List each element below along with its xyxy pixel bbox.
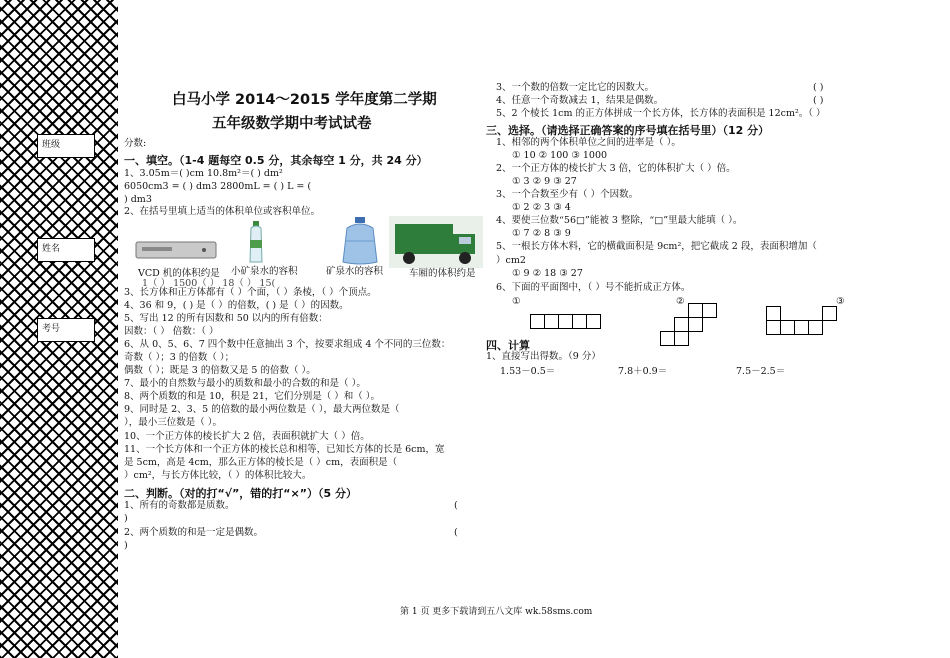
caption-small-bottle: 小矿泉水的容积 [231,266,298,277]
page-footer: 第 1 页 更多下载请到五八文库 wk.58sms.com [400,607,593,617]
name-box[interactable] [37,238,95,262]
q8-text: 8、两个质数的和是 10，积是 21，它们分别是（ ）和（ ）。 [124,391,381,402]
exam-number-label: 考号 [42,324,61,334]
exam-title: 五年级数学期中考试试卷 [212,116,372,132]
judge-5: 5、2 个棱长 1cm 的正方体拼成一个长方体，长方体的表面积是 12cm²。（ ） [496,108,826,119]
section2-heading: 二、判断。（对的打“√”，错的打“×”）（5 分） [124,487,357,500]
choice-4-options[interactable]: ① 7 ② 8 ③ 9 [512,228,571,239]
choice-5: 5、一根长方体木料，它的横截面积是 9cm²，把它截成 2 段，表面积增加（ [496,241,817,252]
judge-2: 2、两个质数的和是一定是偶数。 [124,527,264,538]
binding-margin-pattern [0,0,118,658]
net-3-marker[interactable]: ③ [836,296,845,307]
calc-1[interactable]: 1.53－0.5＝ [500,366,556,377]
net-1-marker[interactable]: ① [512,296,521,307]
caption-jug: 矿泉水的容积 [326,266,384,277]
choice-1: 1、相邻的两个体积单位之间的进率是（ ）。 [496,137,681,148]
q6-line2: 奇数（ ）；3 的倍数（ ）； [124,352,235,363]
judge-2-close: ) [124,540,128,551]
net-2-marker[interactable]: ② [676,296,685,307]
choice-5-line2: ）cm2 [496,255,526,266]
calc-2[interactable]: 7.8＋0.9＝ [618,366,668,377]
q10-text: 10、一个正方体的棱长扩大 2 倍，表面积就扩大（ ）倍。 [124,431,370,442]
vcd-player-image [134,236,218,264]
judge-3-paren[interactable]: ( ) [813,82,824,93]
q1-line3: ) dm3 [124,194,152,205]
q11-line3: ）cm²，与长方体比较，（ ）的体积比较大。 [124,470,312,481]
cube-net-2 [660,303,732,347]
choice-3: 3、一个合数至少有（ ）个因数。 [496,189,639,200]
q1-line1: 1、3.05m＝( )cm 10.8m²＝( ) dm² [124,168,283,179]
exam-number-box[interactable] [37,318,95,342]
q5-answers: 因数：（ ） 倍数：（ ） [124,326,219,337]
judge-3: 3、一个数的倍数一定比它的因数大。 [496,82,655,93]
choice-4: 4、要使三位数“56□”能被 3 整除，“□”里最大能填（ ）。 [496,215,743,226]
calc-3[interactable]: 7.5－2.5＝ [736,366,786,377]
school-title: 白马小学 2014～2015 学年度第二学期 [172,92,437,108]
judge-1: 1、所有的奇数都是质数。 [124,500,235,511]
cube-net-3 [766,306,844,346]
q1-line2: 6050cm3 = ( ) dm3 2800mL = ( ) L = ( [124,181,312,192]
section4-heading: 四、计算 [486,339,530,352]
choice-2: 2、一个正方体的棱长扩大 3 倍，它的体积扩大（ ）倍。 [496,163,736,174]
q7-text: 7、最小的自然数与最小的质数和最小的合数的和是（ ）。 [124,378,366,389]
judge-1-paren[interactable]: ( [454,500,458,511]
image-values: 1（ ） 1500（ ） 18（ ） 15( [142,278,276,289]
q5-text: 5、写出 12 的所有因数和 50 以内的所有倍数： [124,313,328,324]
caption-truck: 车厢的体积约是 [409,268,476,279]
truck-image [389,216,483,268]
name-label: 姓名 [42,244,61,254]
section3-heading: 三、选择。（请选择正确答案的序号填在括号里）（12 分） [486,124,770,137]
choice-2-options[interactable]: ① 3 ② 9 ③ 27 [512,176,577,187]
q2-text: 2、在括号里填上适当的体积单位或容积单位。 [124,206,321,217]
q9-line2: ），最小三位数是（ ）。 [124,417,223,428]
score-label: 分数: [124,138,147,149]
section1-heading: 一、填空。（1-4 题每空 0.5 分，其余每空 1 分，共 24 分） [124,154,428,167]
choice-5-options[interactable]: ① 9 ② 18 ③ 27 [512,268,583,279]
class-label: 班级 [42,140,61,150]
class-box[interactable] [37,134,95,158]
calc-instruction: 1、直接写出得数。（9 分） [486,351,601,362]
judge-2-paren[interactable]: ( [454,527,458,538]
q3-text: 3、长方体和正方体都有（ ）个面，（ ）条棱，（ ）个顶点。 [124,287,377,298]
judge-4: 4、任意一个奇数减去 1，结果是偶数。 [496,95,664,106]
judge-4-paren[interactable]: ( ) [813,95,824,106]
q11-line2: 是 5cm，高是 4cm，那么正方体的棱长是（ ）cm，表面积是（ [124,457,398,468]
q6-line3: 偶数（ ）；既是 3 的倍数又是 5 的倍数（ ）。 [124,365,316,376]
cube-net-1 [530,306,606,336]
q11-text: 11、一个长方体和一个正方体的棱长总和相等，已知长方体的长是 6cm，宽 [124,444,445,455]
q4-text: 4、36 和 9，( ) 是（ ）的倍数，( ) 是（ ）的因数。 [124,300,349,311]
caption-vcd: VCD 机的体积约是 [138,268,220,279]
choice-3-options[interactable]: ① 2 ② 3 ③ 4 [512,202,571,213]
small-water-bottle-image [245,220,267,264]
choice-1-options[interactable]: ① 10 ② 100 ③ 1000 [512,150,608,161]
judge-1-close: ) [124,513,128,524]
q6-text: 6、从 0、5、6、7 四个数中任意抽出 3 个，按要求组成 4 个不同的三位数： [124,339,451,350]
q9-text: 9、同时是 2、3、5 的倍数的最小两位数是（ ），最大两位数是（ [124,404,400,415]
water-jug-image [337,216,383,266]
choice-6: 6、下面的平面图中，（ ）号不能折成正方体。 [496,282,691,293]
